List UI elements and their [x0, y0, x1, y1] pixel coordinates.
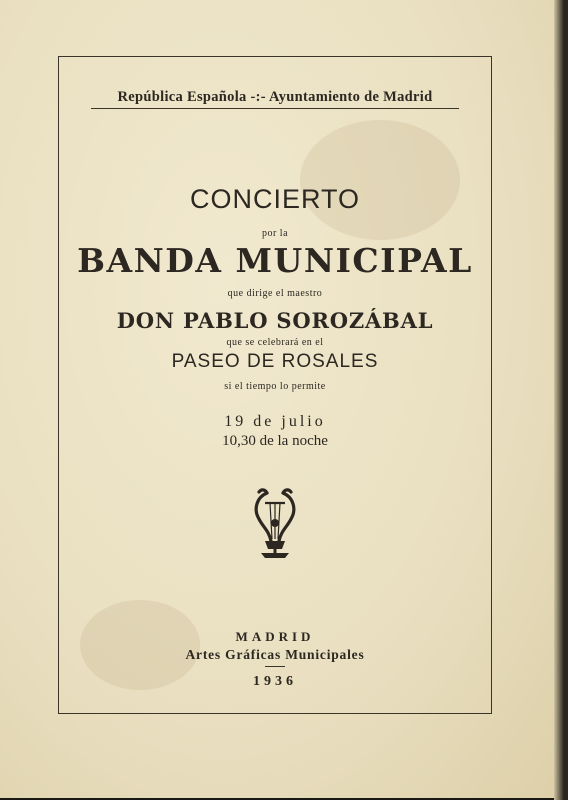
weather-note: si el tiempo lo permite — [224, 381, 326, 392]
header-rule — [91, 108, 459, 109]
footer-city: MADRID — [235, 629, 315, 644]
celebrara-text: que se celebrará en el — [226, 337, 324, 348]
band-name: BANDA MUNICIPAL — [77, 241, 473, 280]
footer-year: 1936 — [253, 674, 297, 689]
year-rule — [265, 666, 285, 667]
conductor-name: DON PABLO SOROZÁBAL — [116, 308, 434, 333]
page-title: CONCIERTO — [189, 184, 361, 214]
dirige-text: que dirige el maestro — [227, 288, 323, 299]
background-edge — [554, 0, 568, 800]
venue-name: PASEO DE ROSALES — [171, 351, 379, 372]
concert-time: 10,30 de la noche — [222, 433, 328, 449]
concert-date: 19 de julio — [224, 413, 326, 430]
program-frame — [58, 56, 492, 714]
lyre-icon — [245, 483, 305, 561]
footer-printer: Artes Gráficas Municipales — [185, 647, 365, 662]
por-la-text: por la — [261, 228, 289, 239]
header-text: República Española -:- Ayuntamiento de Madrid — [117, 89, 433, 105]
